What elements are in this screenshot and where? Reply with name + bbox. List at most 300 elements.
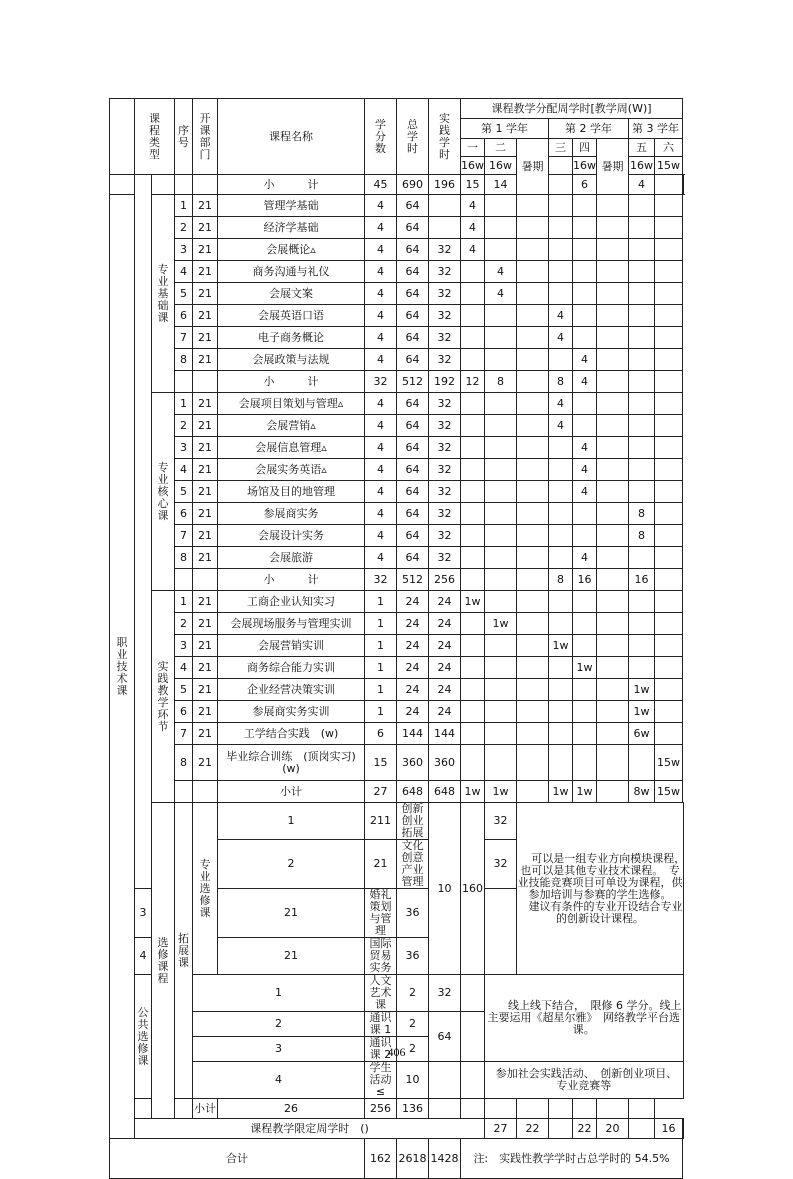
table-cell: 2 [175,613,193,635]
category-elective: 选 修 课 程 [152,803,175,1119]
course-name: 通识课 2 [365,1037,397,1062]
table-cell: 4 [193,1062,365,1099]
table-cell: 21 [193,305,218,327]
table-cell [517,657,549,679]
table-cell: 4 [365,415,397,437]
table-cell: 1w [485,781,517,803]
table-cell: 1w [461,781,485,803]
course-name: 会展设计实务 [218,525,365,547]
table-cell [429,1062,461,1099]
table-cell: 14 [485,175,517,195]
table-cell: 8 [549,371,573,393]
table-cell: 7 [175,525,193,547]
course-name: 会展现场服务与管理实训 [218,613,365,635]
table-cell: 8 [485,371,517,393]
table-cell: 8 [175,547,193,569]
table-cell: 64 [397,349,429,371]
header-summer-2: 暑期 [597,139,629,195]
table-cell: 32 [429,525,461,547]
table-cell [549,1119,573,1139]
table-cell [549,217,573,239]
table-cell [517,635,549,657]
table-cell [597,1099,629,1119]
table-cell [655,437,683,459]
term-weeks: 16w [573,157,596,174]
table-cell [573,217,597,239]
table-cell [461,349,485,371]
table-cell: 144 [397,723,429,745]
table-cell: 32 [429,349,461,371]
header-name: 课程名称 [218,99,365,175]
category-expand: 拓 展 课 [175,803,193,1099]
table-cell: 32 [429,975,461,1012]
table-cell [655,679,683,701]
table-cell [573,701,597,723]
table-cell: 21 [193,613,218,635]
table-cell [549,349,573,371]
table-cell: 21 [193,327,218,349]
table-cell: 15w [655,745,683,781]
table-cell [517,591,549,613]
table-cell: 24 [397,657,429,679]
table-cell: 1 [365,613,397,635]
table-cell [549,1099,573,1119]
blank-cell [152,175,175,195]
table-cell [597,239,629,261]
table-cell: 2 [175,217,193,239]
table-cell: 3 [193,1037,365,1062]
table-cell: 360 [397,745,429,781]
table-cell: 21 [193,591,218,613]
table-cell: 64 [397,261,429,283]
table-row [110,635,684,657]
table-cell: 1w [629,701,655,723]
table-cell [597,745,629,781]
table-row [110,371,684,393]
table-cell: 64 [397,437,429,459]
table-cell [461,635,485,657]
table-cell: 32 [429,547,461,569]
table-cell [461,415,485,437]
blank-cell [135,1099,193,1119]
table-cell [655,481,683,503]
course-name: 毕业综合训练 (顶岗实习) (w) [218,745,365,781]
course-name: 经济学基础 [218,217,365,239]
table-cell [485,525,517,547]
table-cell [429,195,461,217]
table-cell: 27 [365,781,397,803]
blank-cell [175,781,193,803]
term-weeks: 16w [461,157,484,174]
table-cell [485,459,517,481]
table-cell: 21 [193,481,218,503]
table-cell [517,217,549,239]
table-cell [485,437,517,459]
table-cell: 648 [429,781,461,803]
table-cell: 27 [485,1119,517,1139]
table-cell [629,305,655,327]
blank-cell [110,99,135,175]
course-name: 会展信息管理▵ [218,437,365,459]
table-cell [655,327,683,349]
table-cell [573,195,597,217]
table-cell: 32 [429,437,461,459]
course-name: 参展商实务实训 [218,701,365,723]
table-cell: 2 [218,840,365,889]
table-cell: 64 [397,305,429,327]
table-cell: 64 [397,481,429,503]
page-number: 406 [0,1045,793,1060]
table-row [110,613,684,635]
table-cell [629,415,655,437]
table-cell: 4 [485,283,517,305]
table-cell: 21 [193,635,218,657]
table-cell: 4 [365,261,397,283]
table-cell: 4 [365,547,397,569]
table-cell: 136 [397,1099,429,1119]
table-cell: 4 [365,525,397,547]
table-cell: 64 [397,393,429,415]
subtotal-label: 小计 [193,1099,218,1119]
table-cell [429,1099,461,1119]
header-dept: 开 课 部 门 [193,99,218,175]
table-cell [655,547,683,569]
table-cell [485,569,517,591]
table-cell [655,591,683,613]
table-cell [549,195,573,217]
table-cell [655,415,683,437]
table-cell: 4 [485,261,517,283]
table-cell [573,745,597,781]
table-cell [517,547,549,569]
pro-elective-note: 可以是一组专业方向模块课程， 也可以是其他专业技术课程。 专业技能竞赛项目可单设为课程，供参加培训与参赛的学生选修。 建议有条件的专业开设结合专业的创新设计课程。 [517,803,684,975]
table-cell [629,239,655,261]
table-cell [517,569,549,591]
table-cell: 32 [429,239,461,261]
table-row [110,723,684,745]
table-cell [597,349,629,371]
table-cell: 160 [461,803,485,975]
table-cell [597,547,629,569]
sub-practice: 实 践 教 学 环 节 [152,591,175,803]
table-cell: 6 [573,175,597,195]
course-name: 国际贸易实务 [365,938,397,975]
table-cell: 4 [549,327,573,349]
header-type: 课 程 类 型 [135,99,175,175]
table-row [110,1139,684,1179]
table-row [110,195,684,217]
table-cell [461,745,485,781]
table-cell: 8 [629,503,655,525]
table-cell: 10 [397,1062,429,1099]
table-cell [597,503,629,525]
table-cell: 21 [193,525,218,547]
table-cell: 4 [175,261,193,283]
table-cell [655,371,683,393]
table-cell: 1 [175,591,193,613]
term-label: 三 [549,139,572,157]
table-cell [485,701,517,723]
table-cell [573,239,597,261]
table-cell: 21 [365,840,397,889]
table-cell [461,613,485,635]
table-cell: 16 [629,569,655,591]
table-cell: 32 [429,261,461,283]
subtotal-label: 小 计 [218,371,365,393]
table-cell [461,437,485,459]
table-cell [485,305,517,327]
table-cell: 36 [397,889,429,938]
table-cell [629,393,655,415]
course-name: 会展文案 [218,283,365,305]
table-cell [597,781,629,803]
table-cell: 4 [365,327,397,349]
table-cell: 4 [365,481,397,503]
table-cell [629,437,655,459]
table-cell: 21 [193,393,218,415]
table-cell: 24 [429,635,461,657]
table-cell: 24 [397,701,429,723]
table-cell: 512 [397,569,429,591]
table-cell: 32 [429,481,461,503]
header-hours: 总 学 时 [397,99,429,175]
table-cell [597,283,629,305]
blank-cell [175,175,193,195]
table-cell [629,1099,655,1119]
table-cell: 36 [397,938,429,975]
table-row [110,99,684,119]
table-cell: 1 [365,701,397,723]
table-cell: 32 [429,283,461,305]
table-cell: 24 [429,657,461,679]
table-cell [629,371,655,393]
term-weeks: 16w [629,157,654,174]
course-name: 工商企业认知实习 [218,591,365,613]
table-cell: 2 [175,415,193,437]
table-cell [629,635,655,657]
table-cell [461,701,485,723]
blank-cell [175,569,193,591]
table-cell: 4 [573,349,597,371]
table-cell: 4 [549,305,573,327]
course-name: 参展商实务 [218,503,365,525]
table-cell [655,217,683,239]
table-cell: 24 [429,679,461,701]
table-cell [461,481,485,503]
table-cell: 4 [365,503,397,525]
table-cell [549,745,573,781]
table-cell [549,657,573,679]
table-cell: 3 [135,889,152,938]
table-cell [573,503,597,525]
table-cell: 3 [175,437,193,459]
table-cell: 1 [193,975,365,1012]
table-cell [517,195,549,217]
table-cell: 24 [397,591,429,613]
course-name: 会展营销▵ [218,415,365,437]
table-cell: 32 [429,415,461,437]
table-cell [629,1119,655,1139]
term-weeks [549,157,572,174]
table-cell: 21 [193,745,218,781]
table-cell: 360 [429,745,461,781]
table-cell: 1 [175,393,193,415]
table-cell [573,261,597,283]
table-cell: 4 [365,437,397,459]
header-year-2: 第 2 学年 [549,119,629,139]
course-name: 电子商务概论 [218,327,365,349]
table-cell: 7 [175,327,193,349]
table-cell: 6 [175,305,193,327]
table-row [110,327,684,349]
table-cell [573,613,597,635]
curriculum-table [109,98,684,1179]
table-cell [517,781,549,803]
subtotal-label: 小 计 [218,569,365,591]
header-practice: 实 践 学 时 [429,99,461,175]
table-cell [429,217,461,239]
table-cell [597,723,629,745]
public-elective-note: 线上线下结合， 限修 6 学分。线上主要运用《超星尔雅》 网络教学平台选课。 [485,975,684,1062]
table-cell [629,547,655,569]
table-cell [597,305,629,327]
blank-cell [193,781,218,803]
table-cell: 4 [549,393,573,415]
header-summer-1: 暑期 [517,139,549,195]
table-cell [485,349,517,371]
table-cell: 1w [573,781,597,803]
table-cell [655,261,683,283]
table-cell: 10 [429,803,461,975]
table-cell [629,459,655,481]
table-cell: 21 [193,723,218,745]
table-cell [573,327,597,349]
table-cell [629,261,655,283]
total-label: 合计 [110,1139,365,1179]
table-cell: 4 [365,239,397,261]
course-name: 通识课 1 [365,1012,397,1037]
term-label: 一 [461,139,484,157]
table-cell: 64 [429,1012,461,1062]
table-row [110,525,684,547]
table-cell: 4 [461,195,485,217]
table-cell [517,327,549,349]
table-cell: 15 [365,745,397,781]
table-cell [597,195,629,217]
table-row [110,591,684,613]
course-name: 学生活动≤ [365,1062,397,1099]
table-cell [549,239,573,261]
header-term-4 [573,139,597,175]
blank-cell [193,371,218,393]
sub-basic: 专 业 基 础 课 [152,195,175,393]
table-row [110,217,684,239]
table-cell: 1 [175,195,193,217]
table-cell: 4 [135,938,152,975]
table-cell [485,679,517,701]
table-cell [597,371,629,393]
table-cell [597,701,629,723]
course-name: 工学结合实践 (w) [218,723,365,745]
table-row [110,701,684,723]
table-cell [629,283,655,305]
table-cell: 4 [573,459,597,481]
table-cell: 24 [397,613,429,635]
table-row [110,283,684,305]
table-cell: 24 [429,613,461,635]
table-cell [655,635,683,657]
table-cell [549,459,573,481]
table-cell: 64 [397,195,429,217]
table-cell [655,305,683,327]
table-row [110,745,684,781]
table-cell [517,393,549,415]
sub-pro-elective: 专 业 选 修 课 [193,803,218,975]
table-cell: 21 [193,415,218,437]
table-cell: 21 [193,547,218,569]
table-cell [655,723,683,745]
sub-core: 专 业 核 心 课 [152,393,175,591]
table-cell: 1w [549,781,573,803]
header-term-1 [461,139,485,175]
table-row [110,393,684,415]
table-cell [461,503,485,525]
blank-cell [110,175,135,195]
table-cell [549,613,573,635]
table-cell: 32 [429,459,461,481]
table-row [110,459,684,481]
course-name: 人文艺术课 [365,975,397,1012]
table-cell: 4 [175,657,193,679]
header-distribution: 课程教学分配周学时[教学周(W)] [461,99,683,119]
table-cell: 4 [461,217,485,239]
course-name: 会展旅游 [218,547,365,569]
table-cell [517,723,549,745]
table-cell [549,679,573,701]
table-cell: 32 [429,503,461,525]
table-cell: 6 [175,701,193,723]
table-cell: 1w [461,591,485,613]
table-cell [549,723,573,745]
table-cell: 4 [365,305,397,327]
table-cell: 8 [175,349,193,371]
table-cell: 21 [193,195,218,217]
table-cell [461,975,485,1012]
table-cell [461,1062,485,1099]
table-cell [485,195,517,217]
table-cell [597,635,629,657]
table-cell [485,393,517,415]
table-cell: 15 [461,175,485,195]
table-row [110,1062,684,1099]
table-cell [549,175,573,195]
table-cell [597,415,629,437]
table-cell [517,679,549,701]
table-cell [655,349,683,371]
table-cell: 64 [397,503,429,525]
table-cell: 196 [429,175,461,195]
table-cell: 256 [365,1099,397,1119]
table-cell [573,591,597,613]
table-cell [485,481,517,503]
table-row [110,657,684,679]
table-cell: 144 [429,723,461,745]
blank-cell [175,371,193,393]
table-cell [517,437,549,459]
course-name: 会展营销实训 [218,635,365,657]
table-cell: 192 [429,371,461,393]
subtotal-label: 小计 [218,781,365,803]
